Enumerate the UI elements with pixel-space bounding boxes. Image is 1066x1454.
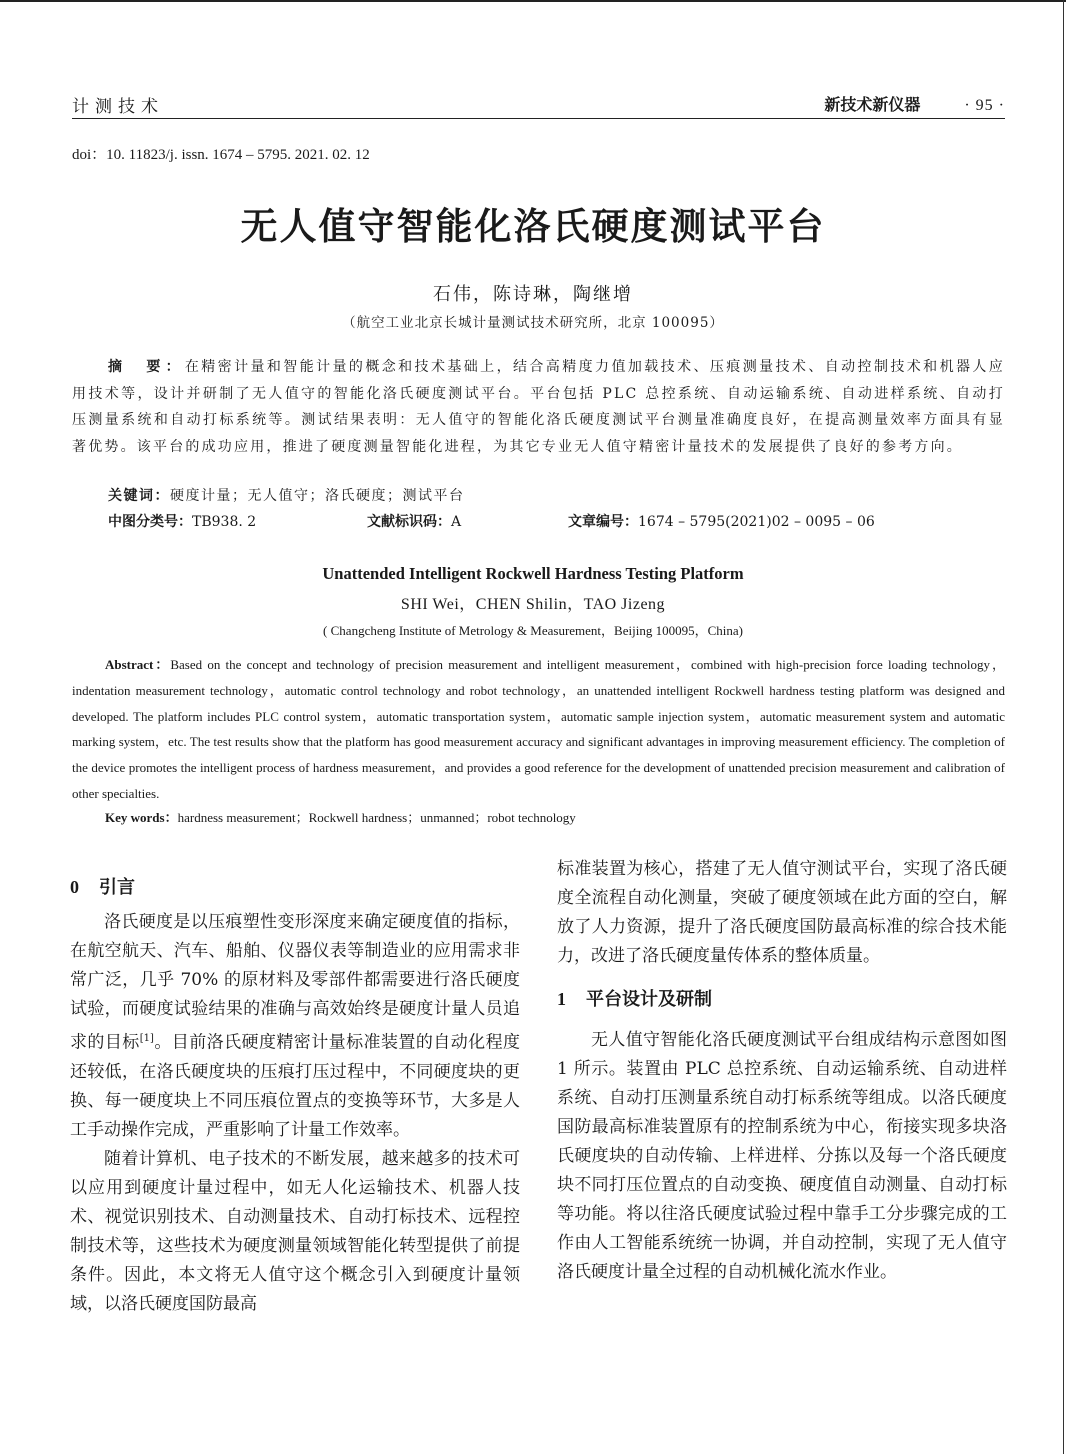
affiliation: （航空工业北京长城计量测试技术研究所，北京 100095） xyxy=(342,315,724,331)
citation-ref: [1] xyxy=(139,1033,154,1044)
section-number: 0 xyxy=(70,877,79,897)
article-number xyxy=(568,511,875,531)
paragraph: 无人值守智能化洛氏硬度测试平台组成结构示意图如图 1 所示。装置由 PLC 总控系统、自动运输系统、自动进样系统、自动打压测量系统自动打标系统等组成。以洛氏硬度国防最高标准装置原有的控制系统为中心，衔接实现多块洛氏硬度块的自动传输、上样进样、分拣以及每一个洛氏硬度块不同打压位置点的自动变换、硬度值自动测量、自动打标等功能。将以往洛氏硬度试验过程中靠手工分步骤完成的工作由人工智能系统统一协调，并自动控制，实现了无人值守洛氏硬度计量全过程的自动机械化流水作业。 xyxy=(557,1030,1007,1282)
paragraph: 洛氏硬度是以压痕塑性变形深度来确定硬度值的指标，在航空航天、汽车、船舶、仪器仪表等制造业的应用需求非常广泛，几乎 70% 的原材料及零部件都需要进行洛氏硬度试验，而硬度试验结果的准确与高效始终是硬度计量人员追求的目标[1]。目前洛氏硬度精密计量标准装置的自动化程度还较低，在洛氏硬度块的压痕打压过程中，不同硬度块的更换、每一硬度块上不同压痕位置点的变换等环节，大多是人工手动操作完成，严重影响了计量工作效率。 xyxy=(70,912,521,1140)
doc-code-label: 文献标识码： xyxy=(367,514,451,530)
keywords-cn-text: 硬度计量；无人值守；洛氏硬度；测试平台 xyxy=(170,488,465,504)
clc-label: 中图分类号： xyxy=(108,514,192,530)
abstract-en-text: Based on the concept and technology of precision measurement and intelligent measurement，combined with high-precision force loading technology，indentation measurement technology，automatic control technology and robot technology，an unattended intelligent Rockwell hardness testing platform was designed and developed. The platform includes PLC control system，automatic transportation system，automatic sample injection system，automatic measurement system and automatic marking system，etc. The test results show that the platform has good measurement accuracy and significant advantages in improving measurement efficiency. The completion of the device promotes the intelligent process of hardness measurement，and provides a good reference for the development of unattended precision measurement and calibration of other specialties. xyxy=(72,657,1005,801)
abstract-cn xyxy=(72,354,1005,460)
section-heading-platform-design xyxy=(557,985,1007,1014)
keywords-en xyxy=(105,807,576,826)
classification-row xyxy=(108,511,1005,535)
header-right xyxy=(824,92,1005,115)
journal-name: 计测技术 xyxy=(72,97,164,117)
article-number-label: 文章编号： xyxy=(568,514,638,530)
abstract-cn-label: 摘 要： xyxy=(108,359,185,375)
paragraph: 随着计算机、电子技术的不断发展，越来越多的技术可以应用到硬度计量过程中，如无人化运输技术、机器人技术、视觉识别技术、自动测量技术、自动打标技术、远程控制技术等，这些技术为硬度测量领域智能化转型提供了前提条件。因此，本文将无人值守这个概念引入到硬度计量领域，以洛氏硬度国防最高 xyxy=(70,1148,520,1314)
paper-title: 无人值守智能化洛氏硬度测试平台 xyxy=(240,205,826,248)
doi: doi：10. 11823/j. issn. 1674 – 5795. 2021. 02. 12 xyxy=(72,147,370,163)
section-heading-introduction xyxy=(70,873,520,902)
english-affiliation: ( Changcheng Institute of Metrology & Measurement，Beijing 100095，China) xyxy=(323,623,743,638)
authors: 石伟，陈诗琳，陶继增 xyxy=(433,284,633,305)
section-number: 1 xyxy=(557,989,566,1009)
body-column-left xyxy=(70,855,520,1319)
clc-value: TB938. 2 xyxy=(192,514,257,530)
document-code xyxy=(367,511,461,531)
paragraph-continued: 标准装置为核心，搭建了无人值守测试平台，实现了洛氏硬度全流程自动化测量，突破了硬度领域在此方面的空白，解放了人力资源，提升了洛氏硬度国防最高标准的综合技术能力，改进了洛氏硬度量传体系的整体质量。 xyxy=(557,859,1007,966)
keywords-en-text: hardness measurement；Rockwell hardness；unmanned；robot technology xyxy=(177,810,576,825)
section-title: 平台设计及研制 xyxy=(586,989,712,1010)
abstract-cn-text: 在精密计量和智能计量的概念和技术基础上，结合高精度力值加载技术、压痕测量技术、自动控制技术和机器人应用技术等，设计并研制了无人值守的智能化洛氏硬度测试平台。平台包括 PLC 总控系统、自动运输系统、自动进样系统、自动打压测量系统和自动打标系统等。测试结果表明：无人值守的智能化洛氏硬度测试平台测量准确度良好，在提高测量效率方面具有显著优势。该平台的成功应用，推进了硬度测量智能化进程，为其它专业无人值守精密计量技术的发展提供了良好的参考方向。 xyxy=(72,359,1006,455)
english-title: Unattended Intelligent Rockwell Hardness Testing Platform xyxy=(322,564,744,583)
doc-code-value: A xyxy=(451,514,462,530)
keywords-en-label: Key words： xyxy=(105,810,178,825)
article-number-value: 1674 – 5795(2021)02 – 0095 – 06 xyxy=(638,514,875,530)
running-header xyxy=(72,92,1005,119)
section-name: 新技术新仪器 xyxy=(824,95,921,114)
clc-number xyxy=(108,511,256,531)
abstract-en-label: Abstract： xyxy=(105,657,171,672)
english-authors: SHI Wei，CHEN Shilin，TAO Jizeng xyxy=(400,596,666,613)
keywords-cn xyxy=(108,485,465,505)
abstract-en xyxy=(72,652,1005,807)
page-number: · 95 · xyxy=(964,97,1005,114)
keywords-cn-label: 关键词： xyxy=(108,488,170,504)
page-border-top xyxy=(0,0,1066,2)
body-column-right xyxy=(557,855,1007,1287)
section-title: 引言 xyxy=(99,877,135,898)
